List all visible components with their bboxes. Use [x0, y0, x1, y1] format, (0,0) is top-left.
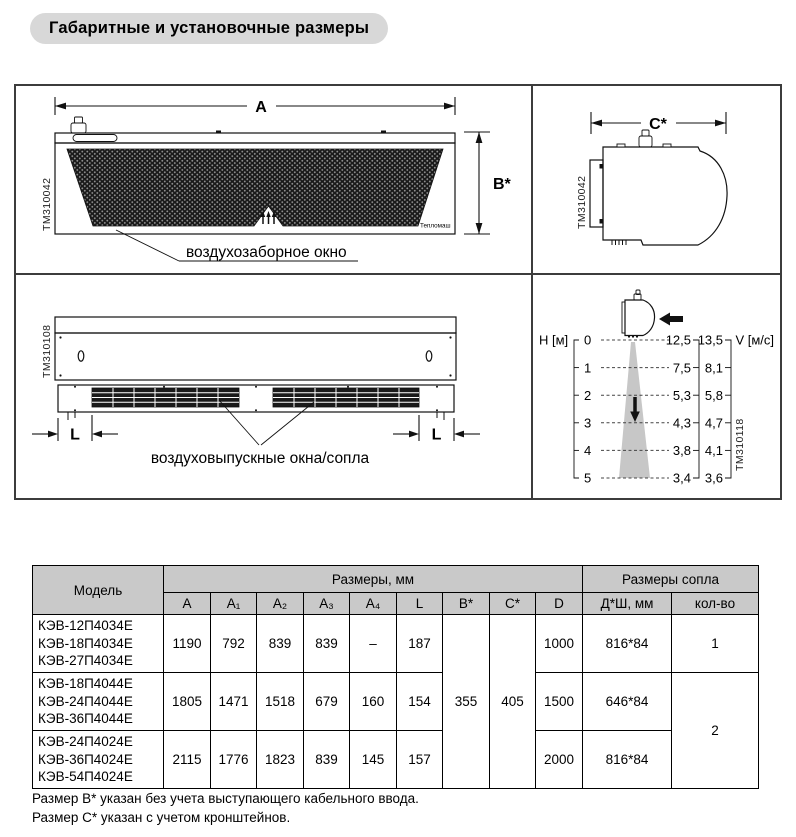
table-cell: 1 — [672, 615, 759, 673]
dimension-c-label: C* — [649, 116, 667, 133]
col-header-c: C* — [490, 593, 536, 615]
dimension-drawings-figure — [14, 84, 782, 500]
svg-text:5,8: 5,8 — [704, 387, 723, 403]
table-cell: 839 — [304, 731, 350, 789]
svg-text:0: 0 — [584, 332, 592, 348]
v-center-axis — [693, 340, 699, 478]
table-cell: 679 — [304, 673, 350, 731]
table-cell: 816*84 — [583, 731, 672, 789]
airflow-chart — [533, 275, 780, 496]
intake-callout-label: воздухозаборное окно — [186, 244, 347, 261]
cable-gland — [639, 136, 652, 147]
col-header-a4: А₄ — [350, 593, 397, 615]
col-header-l: L — [397, 593, 443, 615]
front-view-panel — [16, 86, 531, 273]
svg-text:5,3: 5,3 — [672, 387, 691, 403]
svg-text:4,7: 4,7 — [704, 415, 723, 431]
table-cell: 1823 — [257, 731, 304, 789]
dimension-c — [591, 112, 726, 134]
col-group-dimensions: Размеры, мм — [164, 566, 583, 593]
table-cell: 792 — [211, 615, 257, 673]
bottom-teeth — [612, 240, 626, 245]
table-cell: 157 — [397, 731, 443, 789]
h-axis-label: H [м] — [539, 332, 569, 348]
v-axis-label: V [м/с] — [735, 332, 774, 348]
dimension-l-right — [393, 415, 480, 444]
side-view-drawing — [533, 86, 780, 273]
table-cell-b-shared: 355 — [443, 615, 490, 789]
bottom-view-panel — [16, 275, 531, 496]
mounting-slot-left — [78, 351, 84, 361]
svg-text:4: 4 — [584, 443, 592, 459]
col-header-d: D — [536, 593, 583, 615]
table-cell: 2115 — [164, 731, 211, 789]
table-row-group1 — [33, 615, 759, 673]
table-cell-qty-shared: 2 — [672, 673, 759, 789]
side-view-panel — [533, 86, 780, 273]
v-axis — [725, 340, 731, 478]
table-cell: 839 — [304, 615, 350, 673]
svg-text:2: 2 — [584, 387, 592, 403]
table-cell: 1471 — [211, 673, 257, 731]
table-cell: 2000 — [536, 731, 583, 789]
outlet-callout — [151, 400, 370, 467]
mounting-slot-right — [426, 351, 432, 361]
table-cell: 187 — [397, 615, 443, 673]
dimension-l-left — [32, 415, 118, 444]
col-header-a3: А₃ — [304, 593, 350, 615]
col-group-nozzle: Размеры сопла — [583, 566, 759, 593]
intake-grille — [67, 149, 443, 226]
col-header-nozzle-qty: кол-во — [672, 593, 759, 615]
dimension-a-label: A — [255, 99, 267, 116]
col-header-nozzle-size: Д*Ш, мм — [583, 593, 672, 615]
svg-text:5: 5 — [584, 470, 592, 486]
outlet-grille-right — [273, 388, 419, 407]
v-center-values — [666, 333, 691, 486]
drawing-code: TM310042 — [41, 177, 53, 231]
table-cell: 1000 — [536, 615, 583, 673]
outlet-callout-label: воздуховыпускные окна/сопла — [150, 450, 370, 467]
bottom-view-body — [55, 317, 456, 420]
dimension-b-label: B* — [493, 176, 511, 193]
intake-direction-arrow-icon — [659, 313, 683, 326]
side-profile — [590, 130, 727, 245]
table-cell: 1500 — [536, 673, 583, 731]
footnotes — [32, 789, 419, 827]
table-cell: 145 — [350, 731, 397, 789]
mount-hooks — [68, 412, 444, 420]
svg-text:3,6: 3,6 — [704, 470, 723, 486]
v-right-values — [698, 333, 723, 486]
drawing-code: TM310042 — [576, 175, 588, 229]
svg-text:4,3: 4,3 — [672, 415, 691, 431]
svg-text:8,1: 8,1 — [704, 360, 723, 376]
footnote-b: Размер B* указан без учета выступающего кабельного ввода. — [32, 791, 419, 806]
table-cell: 1190 — [164, 615, 211, 673]
table-cell: 1518 — [257, 673, 304, 731]
drawing-code: TM310118 — [734, 418, 746, 471]
table-cell: 154 — [397, 673, 443, 731]
model-cell: КЭВ-24П4024Е КЭВ-36П4024Е КЭВ-54П4024Е — [33, 731, 164, 789]
col-header-a: А — [164, 593, 211, 615]
svg-text:13,5: 13,5 — [697, 332, 723, 348]
outlet-grille-left — [92, 388, 239, 407]
table-cell: 816*84 — [583, 615, 672, 673]
table-row-group2 — [33, 673, 759, 731]
model-cell: КЭВ-12П4034Е КЭВ-18П4034Е КЭВ-27П4034Е — [33, 615, 164, 673]
table-cell: 1776 — [211, 731, 257, 789]
dimension-l-left-label: L — [70, 426, 80, 444]
dimensions-table — [32, 565, 759, 789]
unit-icon — [622, 290, 655, 338]
dimension-l-right-label: L — [431, 426, 442, 444]
page-title: Габаритные и установочные размеры — [30, 13, 388, 44]
table-cell: 839 — [257, 615, 304, 673]
dimension-b — [464, 132, 512, 234]
cable-gland — [71, 123, 86, 133]
mounting-plate — [590, 160, 603, 227]
table-cell-c-shared: 405 — [490, 615, 536, 789]
svg-text:12,5: 12,5 — [665, 332, 691, 348]
svg-text:3,8: 3,8 — [672, 443, 691, 459]
table-cell: 1805 — [164, 673, 211, 731]
drawing-code: TM310108 — [41, 324, 53, 378]
airflow-chart-panel — [533, 275, 780, 496]
table-cell: 646*84 — [583, 673, 672, 731]
h-axis — [574, 340, 579, 478]
table-cell: 160 — [350, 673, 397, 731]
col-header-a2: А₂ — [257, 593, 304, 615]
model-cell: КЭВ-18П4044Е КЭВ-24П4044Е КЭВ-36П4044Е — [33, 673, 164, 731]
bottom-view-drawing — [16, 275, 531, 496]
table-cell: – — [350, 615, 397, 673]
svg-text:1: 1 — [584, 360, 592, 376]
table-row-group3 — [33, 731, 759, 789]
svg-text:3: 3 — [584, 415, 592, 431]
svg-text:3,4: 3,4 — [672, 470, 691, 486]
col-header-model: Модель — [33, 566, 164, 615]
col-header-b: B* — [443, 593, 490, 615]
front-view-body — [55, 117, 455, 234]
svg-text:4,1: 4,1 — [704, 443, 723, 459]
col-header-a1: А₁ — [211, 593, 257, 615]
footnote-c: Размер C* указан с учетом кронштейнов. — [32, 810, 291, 825]
intake-callout — [116, 230, 358, 261]
front-view-drawing — [16, 86, 531, 273]
h-tick-labels — [584, 333, 591, 486]
airflow-up-arrows-icon — [261, 211, 276, 224]
dimension-a — [55, 97, 455, 116]
svg-text:7,5: 7,5 — [672, 360, 691, 376]
brand-logo: Тепломаш — [420, 222, 451, 230]
